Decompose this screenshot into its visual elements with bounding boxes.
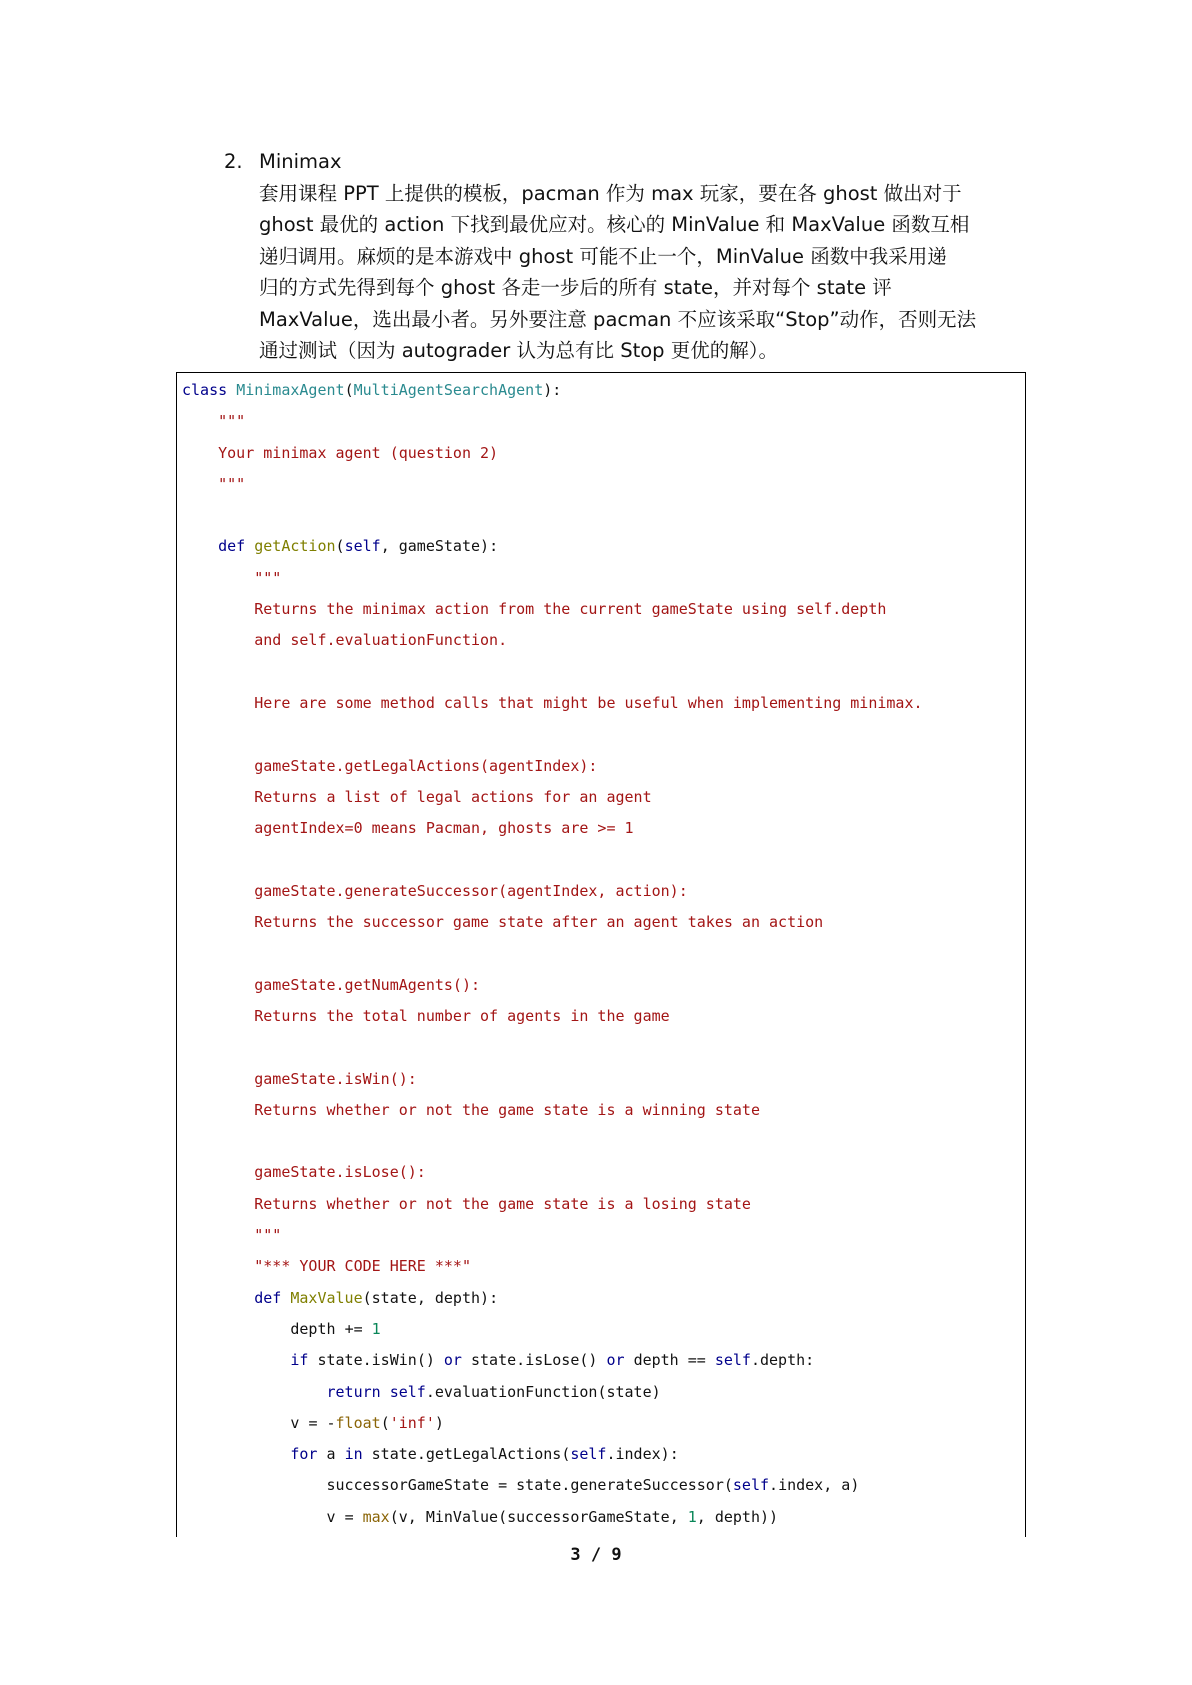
code-line: if state.isWin() or state.isLose() or depth == self.depth: [290,1351,815,1370]
code-line [182,657,923,688]
code-line: and self.evaluationFunction. [254,631,508,650]
paragraph-line: 归的方式先得到每个 ghost 各走一步后的所有 state，并对每个 state 评 [259,276,892,299]
code-line: Returns the successor game state after an agent takes an action [254,913,824,932]
code-line [182,844,923,875]
section-minimax [224,146,1024,367]
section-number: 2. [224,150,243,173]
code-line: return self.evaluationFunction(state) [326,1382,661,1401]
code-line [182,1032,923,1063]
code-line: gameState.isWin(): [254,1069,417,1088]
paragraph-line: MaxValue，选出最小者。另外要注意 pacman 不应该采取“Stop”动作，否则无法 [259,307,977,331]
code-line: depth += 1 [290,1319,381,1338]
section-heading [224,146,1024,178]
code-line: Your minimax agent (question 2) [218,443,499,462]
code-line: v = max(v, MinValue(successorGameState, 1, depth)) [326,1507,779,1526]
code-line: Returns a list of legal actions for an agent [254,787,652,806]
code-line: gameState.getNumAgents(): [254,975,481,994]
code-line: gameState.isLose(): [254,1163,426,1182]
section-title: Minimax [259,150,342,173]
code-line: """ [254,1226,282,1245]
code-line: def getAction(self, gameState): [218,537,499,556]
code-line: successorGameState = state.generateSuccessor(self.index, a) [326,1476,860,1495]
paragraph-line: 递归调用。麻烦的是本游戏中 ghost 可能不止一个，MinValue 函数中我采用递 [259,244,947,268]
code-line: def MaxValue(state, depth): [254,1288,499,1307]
code-line [182,1126,923,1157]
code-line [182,938,923,969]
code-block [176,372,1026,1537]
code-line: "*** YOUR CODE HERE ***" [254,1257,471,1276]
page-number: 3 / 9 [570,1545,622,1565]
code-line: class MinimaxAgent(MultiAgentSearchAgent): [182,381,562,399]
section-paragraph [224,178,1024,367]
code-line: Returns whether or not the game state is a winning state [254,1100,760,1119]
code-line: gameState.generateSuccessor(agentIndex, action): [254,881,688,900]
code-line: """ [218,412,246,431]
code-line: Returns the total number of agents in the game [254,1006,670,1025]
code-line: Here are some method calls that might be useful when implementing minimax. [254,693,923,712]
code-line: Returns whether or not the game state is a losing state [254,1194,751,1213]
code-line: agentIndex=0 means Pacman, ghosts are >= 1 [254,819,634,838]
paragraph-line: ghost 最优的 action 下找到最优应对。核心的 MinValue 和 MaxValue 函数互相 [259,213,970,236]
paragraph-line: 套用课程 PPT 上提供的模板，pacman 作为 max 玩家，要在各 ghost 做出对于 [259,181,962,205]
code-line: Returns the minimax action from the current gameState using self.depth [254,600,887,619]
code-line [182,500,923,531]
code-line [182,719,923,750]
code-line: gameState.getLegalActions(agentIndex): [254,756,598,775]
code-listing [182,375,923,1533]
code-line: v = -float('inf') [290,1413,444,1432]
code-line: """ [254,568,282,587]
paragraph-line: 通过测试（因为 autograder 认为总有比 Stop 更优的解）。 [259,339,778,362]
code-line: for a in state.getLegalActions(self.index): [290,1445,679,1464]
code-line: """ [218,474,246,493]
